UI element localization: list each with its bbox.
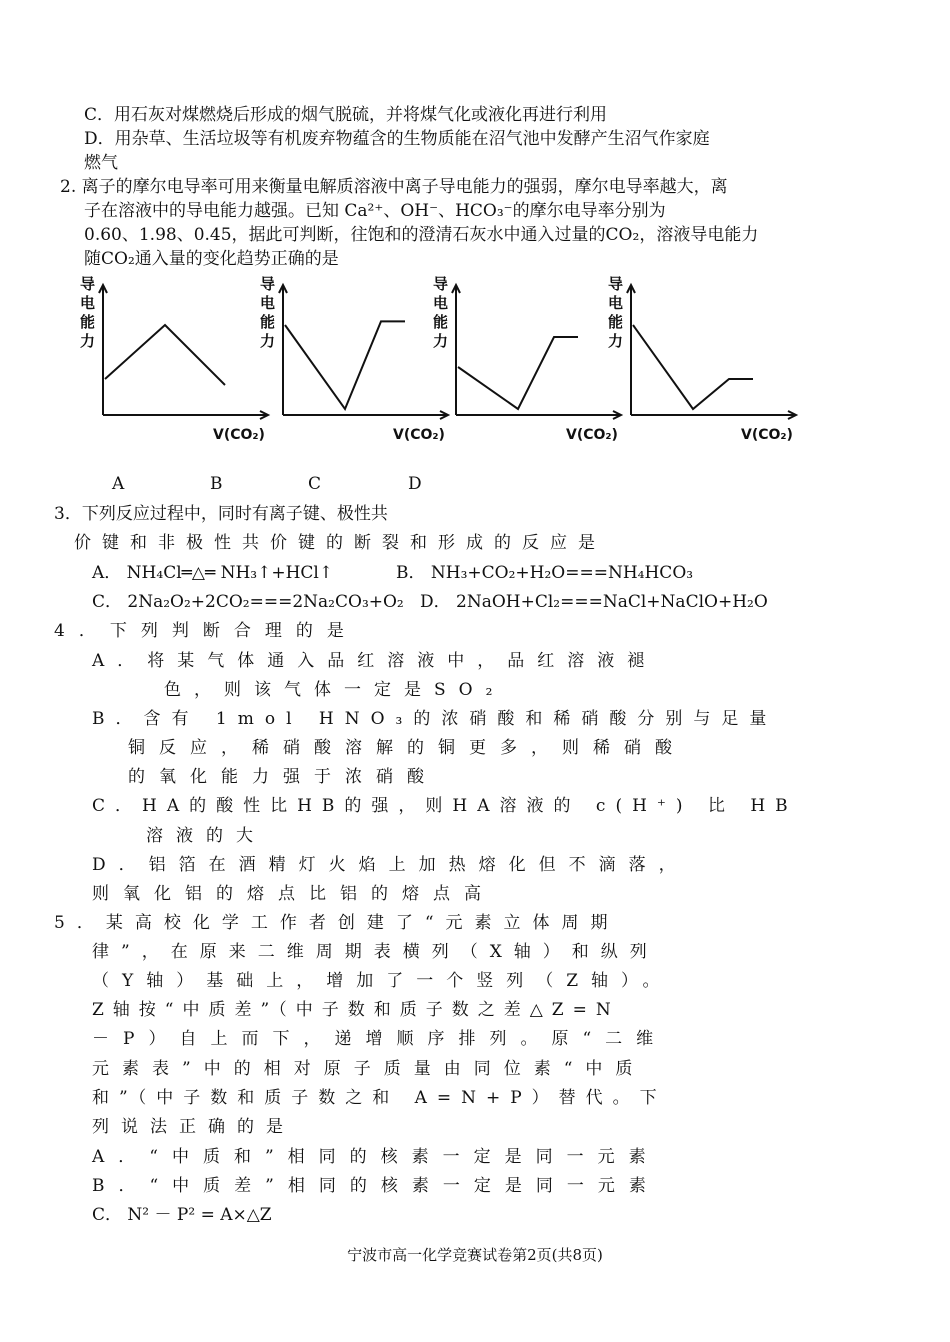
q1-option-d-line1: D．用杂草、生活垃圾等有机废弃物蕴含的生物质能在沼气池中发酵产生沼气作家庭 <box>84 129 710 149</box>
q5-stem-line8: 列说法正确的是 <box>92 1117 295 1137</box>
q4-option-b-line1: B．含有 1mol HNO₃的浓硝酸和稀硝酸分别与足量 <box>92 709 778 729</box>
q4-option-b-line3: 的氧化能力强于浓硝酸 <box>128 767 438 787</box>
q2-stem-line4: 随CO₂通入量的变化趋势正确的是 <box>84 249 339 269</box>
y-axis-label-char: 力 <box>80 332 96 350</box>
option-label-d: D <box>408 474 422 494</box>
q4-stem: 4．下列判断合理的是 <box>54 621 358 641</box>
q5-option-b: B．“中质差”相同的核素一定是同一元素 <box>92 1176 660 1196</box>
q3-option-a: A． NH₄Cl═△═ NH₃↑+HCl↑ <box>92 563 334 583</box>
q1-option-d-line2: 燃气 <box>84 153 118 173</box>
q1-option-c: C．用石灰对煤燃烧后形成的烟气脱硫，并将煤气化或液化再进行利用 <box>84 105 608 125</box>
q4-option-d-line1: D．铝箔在酒精灯火焰上加热熔化但不滴落， <box>92 855 689 875</box>
q5-option-c: C． N² － P² = A×△Z <box>92 1205 272 1225</box>
q3-stem-line1 <box>54 503 768 525</box>
y-axis-label-char: 力 <box>433 332 449 350</box>
graph-c-line <box>458 337 578 409</box>
page-footer: 宁波市高一化学竞赛试卷第2页(共8页) <box>347 1246 603 1264</box>
y-axis-label-char: 电 <box>608 294 624 312</box>
y-axis-label-char: 能 <box>433 313 449 331</box>
graph-b-line <box>285 321 405 409</box>
x-axis-label: V(CO₂) <box>213 427 265 443</box>
x-axis-label: V(CO₂) <box>741 427 793 443</box>
y-axis-label-char: 力 <box>608 332 624 350</box>
y-axis-label-char: 电 <box>433 294 449 312</box>
x-axis-label: V(CO₂) <box>393 427 445 443</box>
q2-stem-line3: 0.60、1.98、0.45，据此可判断，往饱和的澄清石灰水中通入过量的CO₂，溶液导电能力 <box>84 225 759 245</box>
option-label-a: A <box>112 474 125 494</box>
q5-stem-line1: 5．某高校化学工作者创建了“元素立体周期 <box>54 913 620 933</box>
q2-stem-line2: 子在溶液中的导电能力越强。已知 Ca²⁺、OH⁻、HCO₃⁻的摩尔电导率分别为 <box>84 201 666 221</box>
y-axis-label-char: 导 <box>433 275 449 293</box>
y-axis-label-char: 电 <box>80 294 96 312</box>
y-axis-label-char: 力 <box>260 332 276 350</box>
y-axis-label-char: 导 <box>260 275 276 293</box>
y-axis-label-char: 导 <box>608 275 624 293</box>
graph-a-line <box>105 325 225 385</box>
q3-stem-line2: 价键和非极性共价键的断裂和形成的反应是 <box>74 533 606 553</box>
option-label-c: C <box>308 474 322 494</box>
q4-option-c-line2: 溶液的大 <box>146 826 266 846</box>
y-axis-label-char: 能 <box>80 313 96 331</box>
q5-stem-line4: Z轴按“中质差”（中子数和质子数之差△Z=N <box>92 1000 620 1020</box>
q5-stem-line2: 律”，在原来二维周期表横列（X轴）和纵列 <box>92 942 659 962</box>
option-label-b: B <box>210 474 223 494</box>
q4-option-a-line1: A．将某气体通入品红溶液中，品红溶液褪 <box>92 651 658 671</box>
q5-stem-line5: －P）自上而下，递增顺序排列。原“二维 <box>92 1029 668 1049</box>
y-axis-label-char: 能 <box>608 313 624 331</box>
y-axis-label-char: 能 <box>260 313 276 331</box>
q4-option-c-line1: C．HA的酸性比HB的强，则HA溶液的 c(H⁺) 比 HB <box>92 796 798 816</box>
q5-stem-line6: 元素表”中的相对原子质量由同位素“中质 <box>92 1059 646 1079</box>
q4-option-b-line2: 铜反应，稀硝酸溶解的铜更多，则稀硝酸 <box>128 738 686 758</box>
q3-stem-line1-text: 3．下列反应过程中，同时有离子键、极性共 <box>54 504 388 524</box>
q3-option-b: B． NH₃+CO₂+H₂O===NH₄HCO₃ <box>396 563 694 583</box>
q3-option-d: D． 2NaOH+Cl₂===NaCl+NaClO+H₂O <box>420 592 768 612</box>
q2-stem-line1: 2. 离子的摩尔电导率可用来衡量电解质溶液中离子导电能力的强弱，摩尔电导率越大，离 <box>60 177 728 197</box>
q4-option-a-line2: 色，则该气体一定是SO₂ <box>164 680 506 700</box>
q4-option-d-line2: 则氧化铝的熔点比铝的熔点高 <box>92 884 495 904</box>
q5-stem-line3: （Y轴）基础上，增加了一个竖列（Z轴）。 <box>92 971 673 991</box>
q2-graphs-svg <box>78 275 808 450</box>
q5-stem-line7: 和”（中子数和质子数之和 A=N+P）替代。下 <box>92 1088 667 1108</box>
q2-graphs <box>78 275 808 450</box>
y-axis-label-char: 电 <box>260 294 276 312</box>
graph-d-line <box>633 325 753 409</box>
q3-option-c: C． 2Na₂O₂+2CO₂===2Na₂CO₃+O₂ <box>92 592 404 612</box>
y-axis-label-char: 导 <box>80 275 96 293</box>
x-axis-label: V(CO₂) <box>566 427 618 443</box>
q5-option-a: A．“中质和”相同的核素一定是同一元素 <box>92 1147 660 1167</box>
